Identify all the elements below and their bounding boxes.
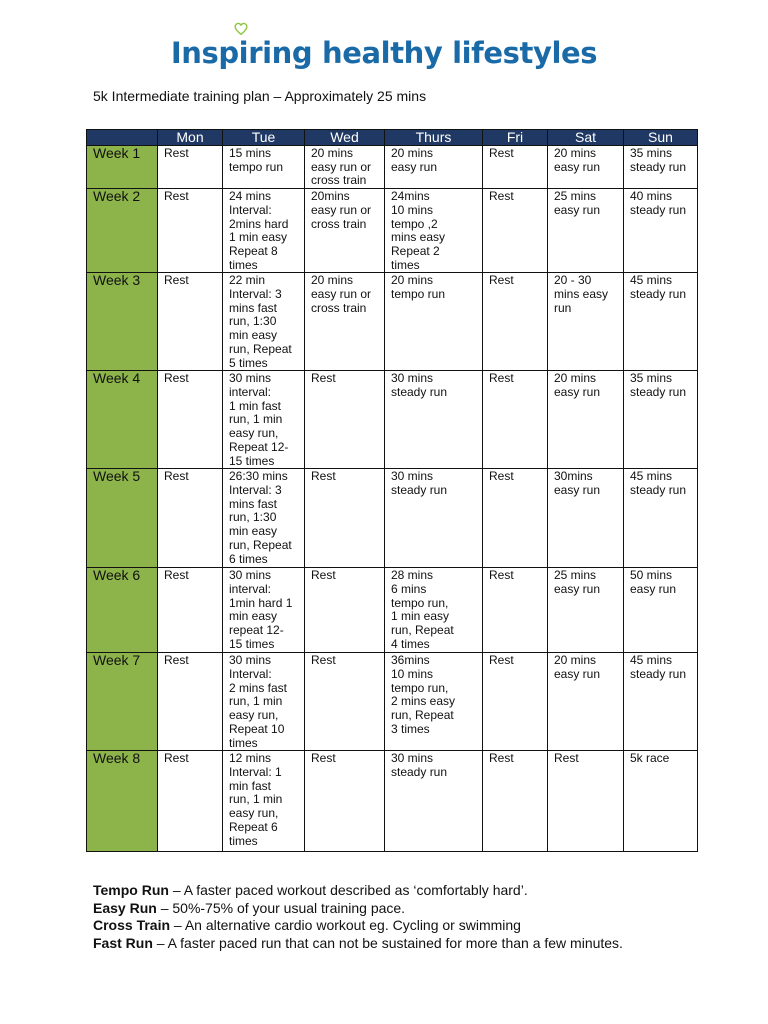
glossary-item [93,935,633,953]
table-row [87,751,698,852]
table-row [87,653,698,751]
column-header-week [87,130,158,146]
week-label: Week 3 [87,273,158,371]
glossary-definition: – A faster paced run that can not be sustained for more than a few minutes. [152,934,623,951]
cell-tue: 30 mins interval: 1min hard 1 min easy repeat 12- 15 times [223,568,305,653]
cell-thurs: 20 mins easy run [385,146,483,189]
cell-thurs: 28 mins 6 mins tempo run, 1 min easy run, Repeat 4 times [385,568,483,653]
cell-thurs: 30 mins steady run [385,469,483,568]
week-label: Week 8 [87,751,158,852]
cell-mon: Rest [158,568,223,653]
cell-wed: 20mins easy run or cross train [305,189,385,273]
cell-sun: 35 mins steady run [624,146,698,189]
cell-tue: 12 mins Interval: 1 min fast run, 1 min easy run, Repeat 6 times [223,751,305,852]
week-label: Week 4 [87,371,158,469]
cell-wed: 20 mins easy run or cross train [305,273,385,371]
table-header-row [87,130,698,146]
glossary-term: Easy Run [93,899,157,916]
table-row [87,371,698,469]
cell-sun: 40 mins steady run [624,189,698,273]
cell-sat: 20 mins easy run [548,146,624,189]
table-row [87,146,698,189]
glossary-item [93,882,633,900]
cell-thurs: 20 mins tempo run [385,273,483,371]
glossary-term: Tempo Run [93,882,169,898]
cell-wed: Rest [305,568,385,653]
glossary-definition: – An alternative cardio workout eg. Cycling or swimming [170,917,521,933]
column-header-sun: Sun [624,130,698,146]
week-label: Week 7 [87,653,158,751]
cell-mon: Rest [158,371,223,469]
glossary-definition: – 50%-75% of your usual training pace. [156,899,406,916]
table-row [87,273,698,371]
cell-thurs: 36mins 10 mins tempo run, 2 mins easy run, Repeat 3 times [385,653,483,751]
cell-tue: 30 mins Interval: 2 mins fast run, 1 min easy run, Repeat 10 times [223,653,305,751]
training-plan-table [86,129,698,852]
cell-fri: Rest [483,568,548,653]
cell-sat: 25 mins easy run [548,568,624,653]
cell-sat: 20 - 30 mins easy run [548,273,624,371]
column-header-tue: Tue [223,130,305,146]
week-label: Week 6 [87,568,158,653]
cell-wed: Rest [305,371,385,469]
week-label: Week 2 [87,189,158,273]
cell-wed: 20 mins easy run or cross train [305,146,385,189]
cell-tue: 15 mins tempo run [223,146,305,189]
cell-sun: 35 mins steady run [624,371,698,469]
glossary-term: Fast Run [93,934,153,951]
cell-wed: Rest [305,469,385,568]
cell-mon: Rest [158,469,223,568]
cell-thurs: 30 mins steady run [385,371,483,469]
cell-tue: 26:30 mins Interval: 3 mins fast run, 1:30 min easy run, Repeat 6 times [223,469,305,568]
cell-fri: Rest [483,273,548,371]
cell-thurs: 30 mins steady run [385,751,483,852]
cell-sat: Rest [548,751,624,852]
cell-wed: Rest [305,653,385,751]
heart-icon [234,22,248,36]
cell-mon: Rest [158,653,223,751]
cell-thurs: 24mins 10 mins tempo ,2 mins easy Repeat 2 times [385,189,483,273]
cell-mon: Rest [158,273,223,371]
cell-sat: 25 mins easy run [548,189,624,273]
document-title: 5k Intermediate training plan – Approximately 25 mins [93,88,427,104]
table-row [87,189,698,273]
cell-sat: 20 mins easy run [548,653,624,751]
column-header-fri: Fri [483,130,548,146]
cell-tue: 24 mins Interval: 2mins hard 1 min easy Repeat 8 times [223,189,305,273]
logo-text: Inspiring healthy lifestyles [170,36,598,70]
table-row [87,568,698,653]
cell-fri: Rest [483,469,548,568]
glossary-term: Cross Train [93,917,171,933]
cell-fri: Rest [483,751,548,852]
cell-fri: Rest [483,189,548,273]
glossary-item [93,900,633,918]
column-header-sat: Sat [548,130,624,146]
week-label: Week 5 [87,469,158,568]
cell-fri: Rest [483,371,548,469]
glossary [93,882,633,952]
cell-fri: Rest [483,146,548,189]
column-header-mon: Mon [158,130,223,146]
cell-wed: Rest [305,751,385,852]
cell-tue: 30 mins interval: 1 min fast run, 1 min easy run, Repeat 12- 15 times [223,371,305,469]
cell-mon: Rest [158,146,223,189]
glossary-definition: – A faster paced workout described as ‘comfortably hard’. [168,882,528,898]
cell-tue: 22 min Interval: 3 mins fast run, 1:30 min easy run, Repeat 5 times [223,273,305,371]
cell-sat: 30mins easy run [548,469,624,568]
cell-sun: 50 mins easy run [624,568,698,653]
cell-sat: 20 mins easy run [548,371,624,469]
cell-fri: Rest [483,653,548,751]
cell-sun: 5k race [624,751,698,852]
glossary-item [93,917,633,935]
cell-mon: Rest [158,751,223,852]
column-header-thurs: Thurs [385,130,483,146]
cell-sun: 45 mins steady run [624,653,698,751]
cell-sun: 45 mins steady run [624,273,698,371]
table-row [87,469,698,568]
cell-mon: Rest [158,189,223,273]
week-label: Week 1 [87,146,158,189]
column-header-wed: Wed [305,130,385,146]
cell-sun: 45 mins steady run [624,469,698,568]
